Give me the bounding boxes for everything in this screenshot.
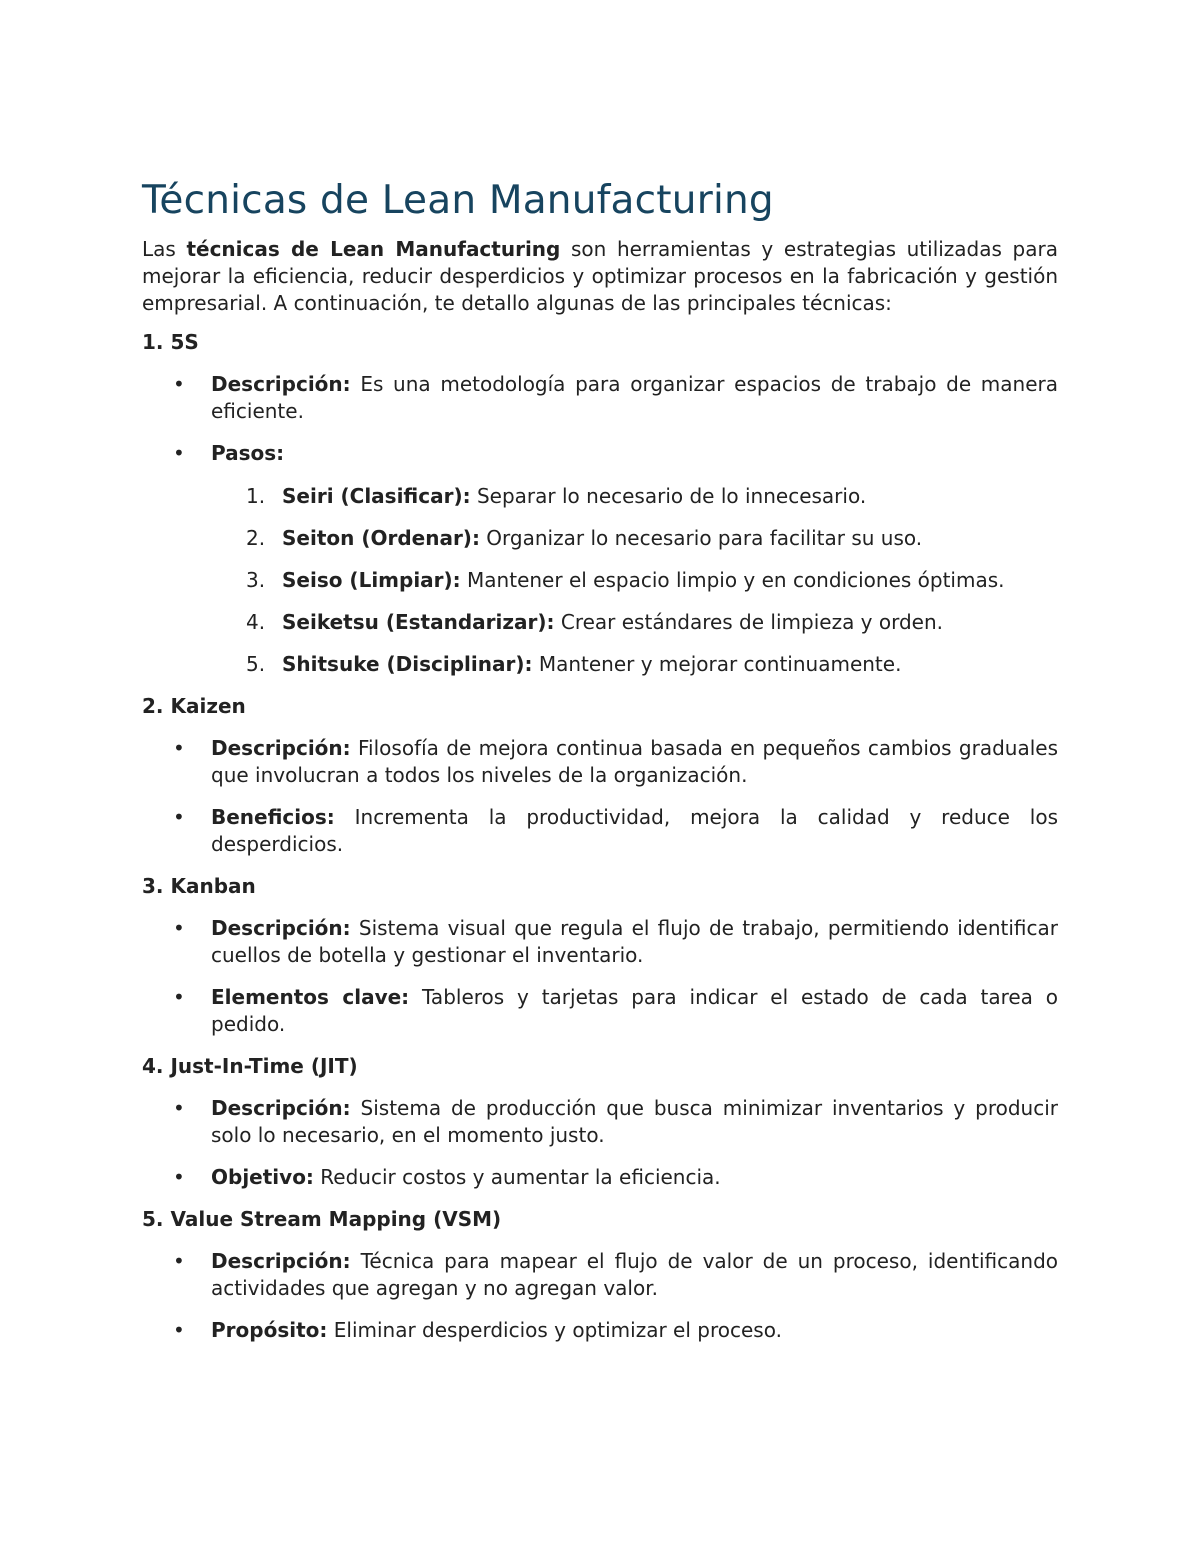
bullet-list (142, 1248, 1058, 1359)
step-item (211, 567, 1058, 609)
section-vsm (142, 1206, 1058, 1359)
step-text: Mantener el espacio limpio y en condiciones óptimas. (460, 568, 1005, 592)
list-item (142, 1095, 1058, 1164)
bullet-icon: • (173, 1096, 185, 1120)
item-label: Beneficios: (211, 805, 335, 829)
section-kaizen (142, 693, 1058, 873)
item-label: Pasos: (211, 441, 285, 465)
step-item (211, 651, 1058, 678)
item-text: Técnica para mapear el flujo de valor de un proceso, identificando actividades que agregan y no agregan valor. (211, 1249, 1058, 1300)
list-item (142, 915, 1058, 984)
bullet-icon: • (173, 985, 185, 1009)
item-label: Descripción: (211, 1249, 351, 1273)
bullet-list (142, 371, 1058, 693)
item-text: Eliminar desperdicios y optimizar el proceso. (327, 1318, 782, 1342)
section-heading: 5. Value Stream Mapping (VSM) (142, 1207, 502, 1231)
list-item (142, 371, 1058, 440)
section-heading: 3. Kanban (142, 874, 256, 898)
item-text: Sistema de producción que busca minimizar inventarios y producir solo lo necesario, en el momento justo. (211, 1096, 1058, 1147)
step-number: 3. (246, 568, 266, 592)
bullet-icon: • (173, 916, 185, 940)
bullet-icon: • (173, 805, 185, 829)
list-item (142, 804, 1058, 873)
step-item (211, 483, 1058, 525)
bullet-icon: • (173, 1249, 185, 1273)
step-number: 4. (246, 610, 266, 634)
bullet-icon: • (173, 372, 185, 396)
list-item (142, 440, 1058, 693)
section-heading: 4. Just-In-Time (JIT) (142, 1054, 358, 1078)
document-title: Técnicas de Lean Manufacturing (142, 178, 774, 223)
bullet-icon: • (173, 1165, 185, 1189)
step-label: Seiri (Clasificar): (282, 484, 471, 508)
intro-prefix: Las (142, 237, 187, 261)
list-item (142, 1317, 1058, 1359)
item-text: Tableros y tarjetas para indicar el estado de cada tarea o pedido. (211, 985, 1058, 1036)
bullet-list (142, 735, 1058, 873)
item-label: Descripción: (211, 736, 351, 760)
list-item (142, 1164, 1058, 1206)
step-text: Mantener y mejorar continuamente. (532, 652, 902, 676)
intro-bold: técnicas de Lean Manufacturing (186, 237, 561, 261)
item-label: Descripción: (211, 372, 351, 396)
item-text: Es una metodología para organizar espacios de trabajo de manera eficiente. (211, 372, 1058, 423)
step-number: 2. (246, 526, 266, 550)
item-label: Objetivo: (211, 1165, 314, 1189)
intro-suffix: son herramientas y estrategias utilizadas para mejorar la eficiencia, reducir desperdicios y optimizar procesos en la fabricación y gestión empresarial. A continuación, te detallo algunas de las principales técnicas: (142, 237, 1058, 315)
item-label: Elementos clave: (211, 985, 410, 1009)
step-number: 5. (246, 652, 266, 676)
bullet-icon: • (173, 441, 185, 465)
item-label: Descripción: (211, 1096, 351, 1120)
section-5s (142, 329, 1058, 693)
bullet-list (142, 915, 1058, 1053)
step-item (211, 525, 1058, 567)
item-label: Propósito: (211, 1318, 328, 1342)
intro-paragraph (142, 236, 1058, 317)
section-heading: 2. Kaizen (142, 694, 246, 718)
step-text: Organizar lo necesario para facilitar su uso. (479, 526, 923, 550)
step-label: Seiton (Ordenar): (282, 526, 480, 550)
step-number: 1. (246, 484, 266, 508)
section-heading: 1. 5S (142, 330, 199, 354)
step-label: Seiso (Limpiar): (282, 568, 461, 592)
section-kanban (142, 873, 1058, 1053)
step-label: Seiketsu (Estandarizar): (282, 610, 555, 634)
step-text: Separar lo necesario de lo innecesario. (470, 484, 867, 508)
item-label: Descripción: (211, 916, 351, 940)
step-label: Shitsuke (Disciplinar): (282, 652, 533, 676)
bullet-list (142, 1095, 1058, 1206)
section-jit (142, 1053, 1058, 1206)
item-text: Filosofía de mejora continua basada en pequeños cambios graduales que involucran a todos los niveles de la organización. (211, 736, 1058, 787)
list-item (142, 735, 1058, 804)
steps-list (211, 483, 1058, 678)
list-item (142, 1248, 1058, 1317)
item-text: Incrementa la productividad, mejora la calidad y reduce los desperdicios. (211, 805, 1058, 856)
list-item (142, 984, 1058, 1053)
step-text: Crear estándares de limpieza y orden. (554, 610, 944, 634)
bullet-icon: • (173, 736, 185, 760)
bullet-icon: • (173, 1318, 185, 1342)
item-text: Sistema visual que regula el flujo de trabajo, permitiendo identificar cuellos de botella y gestionar el inventario. (211, 916, 1058, 967)
item-text: Reducir costos y aumentar la eficiencia. (313, 1165, 721, 1189)
step-item (211, 609, 1058, 651)
